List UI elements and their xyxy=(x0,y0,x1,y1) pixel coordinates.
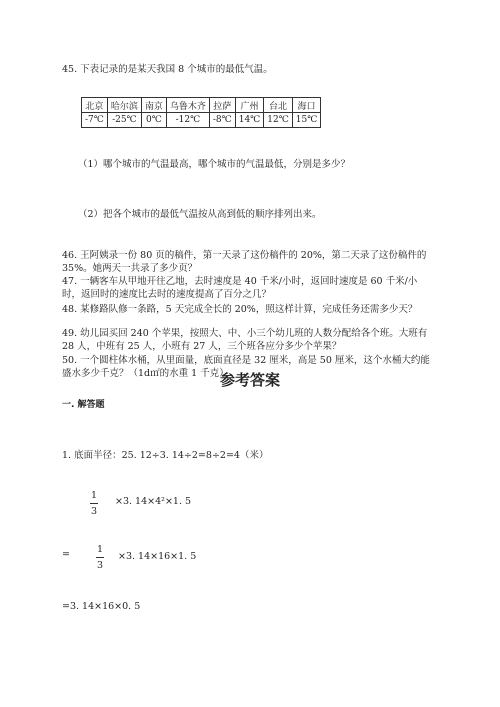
answer-line-3: ×3. 14×16×1. 5 xyxy=(118,551,197,562)
q45-sub2: （2）把各个城市的最低气温按从高到低的顺序排列出来。 xyxy=(78,209,322,220)
question-50: 50. 一个圆柱体水桶，从里面量，底面直径是 32 厘米，高是 50 厘米，这个水桶大约能盛水多少千克？（1d㎡的水重 1 千克） xyxy=(62,355,430,379)
temp-cell: -7℃ xyxy=(82,113,108,128)
temp-cell: 14℃ xyxy=(235,113,264,128)
fraction-bar xyxy=(90,503,98,504)
city-cell: 拉萨 xyxy=(209,98,235,113)
fraction-denominator: 3 xyxy=(96,560,104,571)
city-cell: 广州 xyxy=(235,98,264,113)
temp-cell: -25℃ xyxy=(107,113,141,128)
fraction-bar xyxy=(96,557,104,558)
temp-cell: 0℃ xyxy=(141,113,166,128)
fraction-one-third-2 xyxy=(96,544,104,571)
city-cell: 南京 xyxy=(141,98,166,113)
temperature-table xyxy=(81,97,321,128)
question-48: 48. 某修路队修一条路，5 天完成全长的 20%，照这样计算，完成任务还需多少天？ xyxy=(62,304,418,315)
equals-sign: = xyxy=(62,549,70,560)
city-cell: 哈尔滨 xyxy=(107,98,141,113)
answer-line-4: =3. 14×16×0. 5 xyxy=(62,601,141,612)
temp-cell: -8℃ xyxy=(209,113,235,128)
city-cell: 乌鲁木齐 xyxy=(166,98,209,113)
fraction-denominator: 3 xyxy=(90,506,98,517)
fraction-numerator: 1 xyxy=(90,490,98,501)
temp-cell: 12℃ xyxy=(264,113,293,128)
answers-section: 一. 解答题 xyxy=(62,400,105,410)
question-47: 47. 一辆客车从甲地开往乙地，去时速度是 40 千米/小时，返回时速度是 60 千米/小时，返回时的速度比去时的速度提高了百分之几？ xyxy=(62,276,418,300)
q45-title: 45. 下表记录的是某天我国 8 个城市的最低气温。 xyxy=(62,64,273,75)
city-cell: 台北 xyxy=(264,98,293,113)
question-49: 49. 幼儿园买回 240 个苹果，按照大、中、小三个幼儿班的人数分配给各个班。大班有 28 人，中班有 25 人，小班有 27 人，三个班各应分多少个苹果？ xyxy=(62,328,428,352)
temp-cell: -12℃ xyxy=(166,113,209,128)
temp-cell: 15℃ xyxy=(292,113,321,128)
fraction-numerator: 1 xyxy=(96,544,104,555)
fraction-one-third xyxy=(90,490,98,517)
answer-line-1: 1. 底面半径：25. 12÷3. 14÷2=8÷2=4（米） xyxy=(62,450,269,461)
city-cell: 北京 xyxy=(82,98,108,113)
q45-sub1: （1）哪个城市的气温最高，哪个城市的气温最低，分别是多少？ xyxy=(78,159,351,170)
question-46: 46. 王阿姨录一份 80 页的稿件，第一天录了这份稿件的 20%，第二天录了这份稿件的 35%。她两天一共录了多少页？ xyxy=(62,250,427,274)
answer-line-2: ×3. 14×4²×1. 5 xyxy=(115,496,192,507)
answers-title: 参考答案 xyxy=(219,371,280,389)
city-cell: 海口 xyxy=(292,98,321,113)
